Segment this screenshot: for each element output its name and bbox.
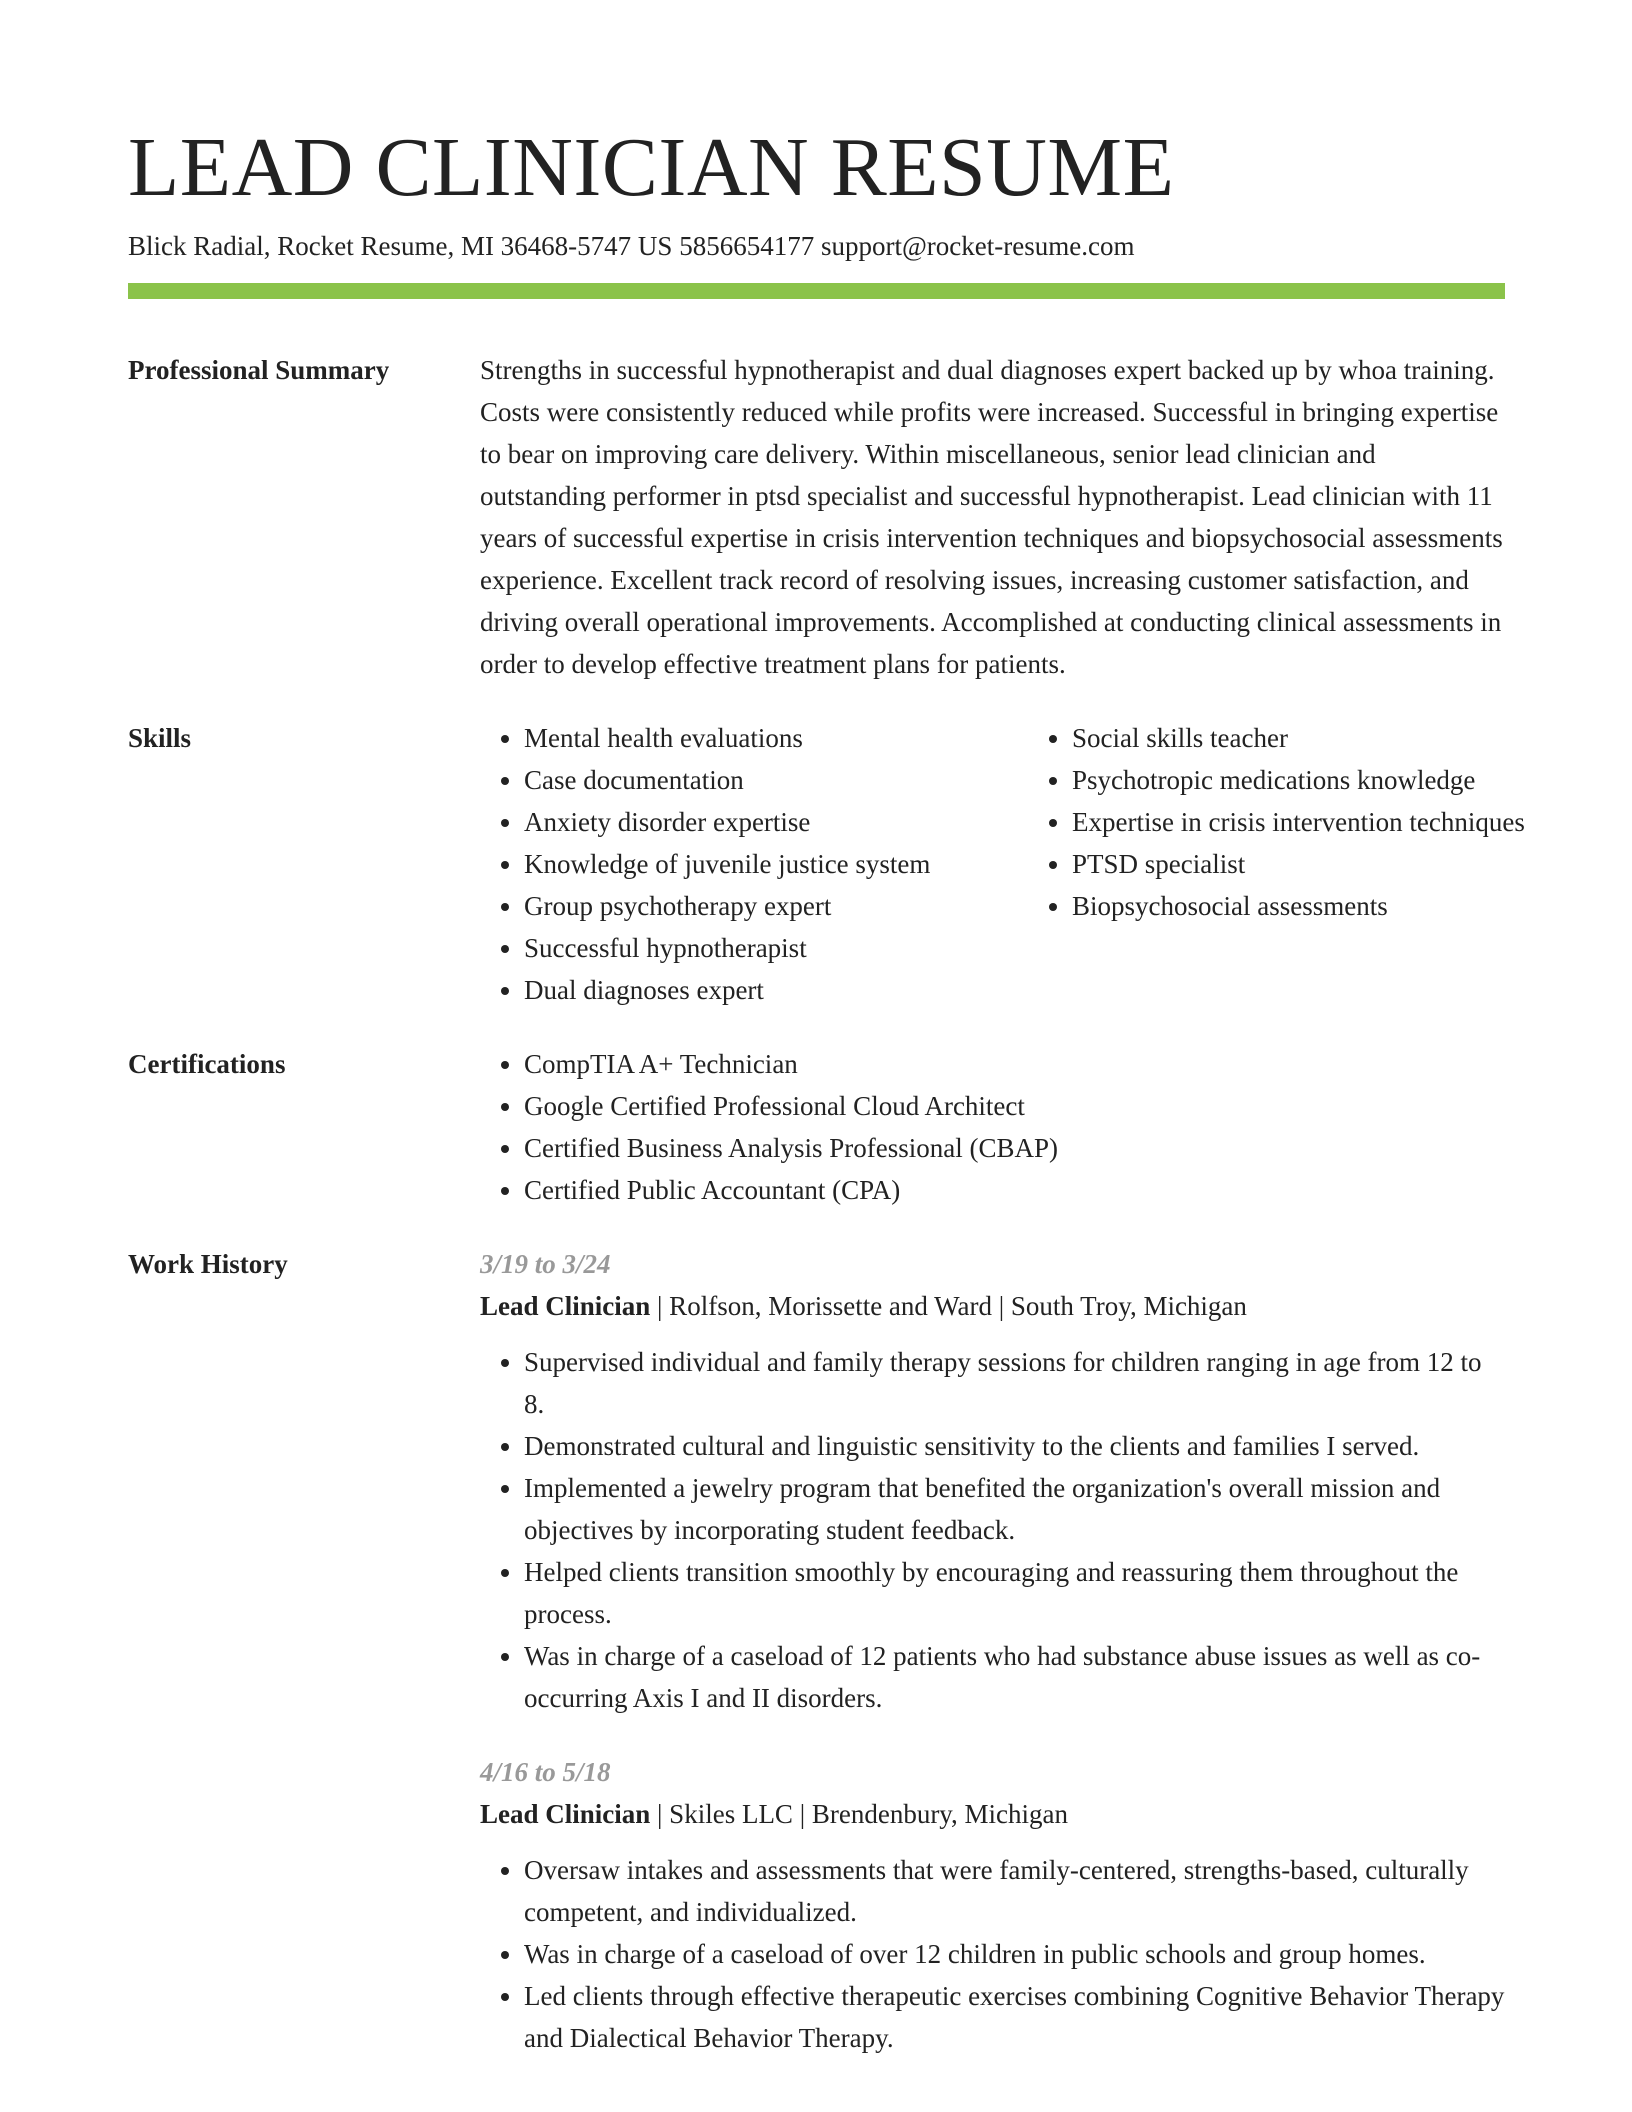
job-duty: • Helped clients transition smoothly by encouraging and reassuring them throughout the process.	[524, 1551, 1505, 1635]
summary-text: Strengths in successful hypnotherapist and dual diagnoses expert backed up by whoa training. Costs were consistently reduced while profits were increased. Successful in bringing expertise to bear on improving care delivery. Within miscellaneous, senior lead clinician and outstanding performer in ptsd specialist and successful hypnotherapist. Lead clinician with 11 years of successful expertise in crisis intervention techniques and biopsychosocial assessments experience. Excellent track record of resolving issues, increasing customer satisfaction, and driving overall operational improvements. Accomplished at conducting clinical assessments in order to develop effective treatment plans for patients.	[480, 355, 1503, 679]
job-heading	[480, 1793, 1505, 1835]
job-title: Lead Clinician	[480, 1799, 651, 1829]
skill-item: • Expertise in crisis intervention techniques	[1072, 801, 1532, 843]
skill-item: • Social skills teacher	[1072, 717, 1532, 759]
skill-item: • Knowledge of juvenile justice system	[524, 843, 1028, 885]
certifications-body	[480, 1043, 1505, 1211]
job-duties-list	[480, 1341, 1505, 1719]
section-label-certifications: Certifications	[128, 1049, 286, 1079]
job-details: | Rolfson, Morissette and Ward | South Troy, Michigan	[650, 1291, 1247, 1321]
skills-list-right	[1028, 717, 1532, 1011]
resume-title: LEAD CLINICIAN RESUME	[128, 121, 1175, 214]
skills-columns	[480, 717, 1532, 1011]
skill-item: • Biopsychosocial assessments	[1072, 885, 1532, 927]
skill-item: • Anxiety disorder expertise	[524, 801, 1028, 843]
skill-item: • Psychotropic medications knowledge	[1072, 759, 1532, 801]
certification-item: • Certified Public Accountant (CPA)	[524, 1169, 1505, 1211]
skill-item: • PTSD specialist	[1072, 843, 1532, 885]
job-dates: 4/16 to 5/18	[480, 1757, 611, 1787]
skill-item: • Group psychotherapy expert	[524, 885, 1028, 927]
work-history-section	[128, 1243, 1505, 2059]
certifications-list	[480, 1043, 1505, 1211]
job-entry	[480, 1751, 1505, 2059]
job-duties-list	[480, 1849, 1505, 2059]
skill-item: • Case documentation	[524, 759, 1028, 801]
work-history-body	[480, 1243, 1505, 2059]
resume-page	[128, 118, 1525, 2059]
skill-item: • Dual diagnoses expert	[524, 969, 1028, 1011]
section-label-skills: Skills	[128, 723, 192, 753]
skill-item: • Mental health evaluations	[524, 717, 1028, 759]
job-heading	[480, 1285, 1505, 1327]
skills-list-left	[480, 717, 1028, 1011]
section-label-work-history: Work History	[128, 1249, 288, 1279]
job-duty: • Implemented a jewelry program that benefited the organization's overall mission and objectives by incorporating student feedback.	[524, 1467, 1505, 1551]
job-duty: • Was in charge of a caseload of over 12 children in public schools and group homes.	[524, 1933, 1505, 1975]
certification-item: • CompTIA A+ Technician	[524, 1043, 1505, 1085]
job-duty: • Oversaw intakes and assessments that were family-centered, strengths-based, culturally competent, and individualized.	[524, 1849, 1505, 1933]
certifications-section	[128, 1043, 1505, 1211]
job-entry	[480, 1243, 1505, 1719]
skills-section	[128, 717, 1525, 1011]
job-duty: • Demonstrated cultural and linguistic sensitivity to the clients and families I served.	[524, 1425, 1505, 1467]
certification-item: • Google Certified Professional Cloud Architect	[524, 1085, 1505, 1127]
accent-divider	[128, 283, 1505, 299]
job-duty: • Led clients through effective therapeutic exercises combining Cognitive Behavior Therapy and Dialectical Behavior Therapy.	[524, 1975, 1505, 2059]
job-dates: 3/19 to 3/24	[480, 1249, 611, 1279]
job-duty: • Was in charge of a caseload of 12 patients who had substance abuse issues as well as co-occurring Axis I and II disorders.	[524, 1635, 1505, 1719]
summary-section	[128, 349, 1505, 685]
certification-item: • Certified Business Analysis Professional (CBAP)	[524, 1127, 1505, 1169]
contact-line: Blick Radial, Rocket Resume, MI 36468-5747 US 5856654177 support@rocket-resume.com	[128, 231, 1135, 261]
job-duty: • Supervised individual and family therapy sessions for children ranging in age from 12 to 8.	[524, 1341, 1505, 1425]
job-title: Lead Clinician	[480, 1291, 651, 1321]
skill-item: • Successful hypnotherapist	[524, 927, 1028, 969]
job-details: | Skiles LLC | Brendenbury, Michigan	[650, 1799, 1069, 1829]
section-label-summary: Professional Summary	[128, 355, 390, 385]
